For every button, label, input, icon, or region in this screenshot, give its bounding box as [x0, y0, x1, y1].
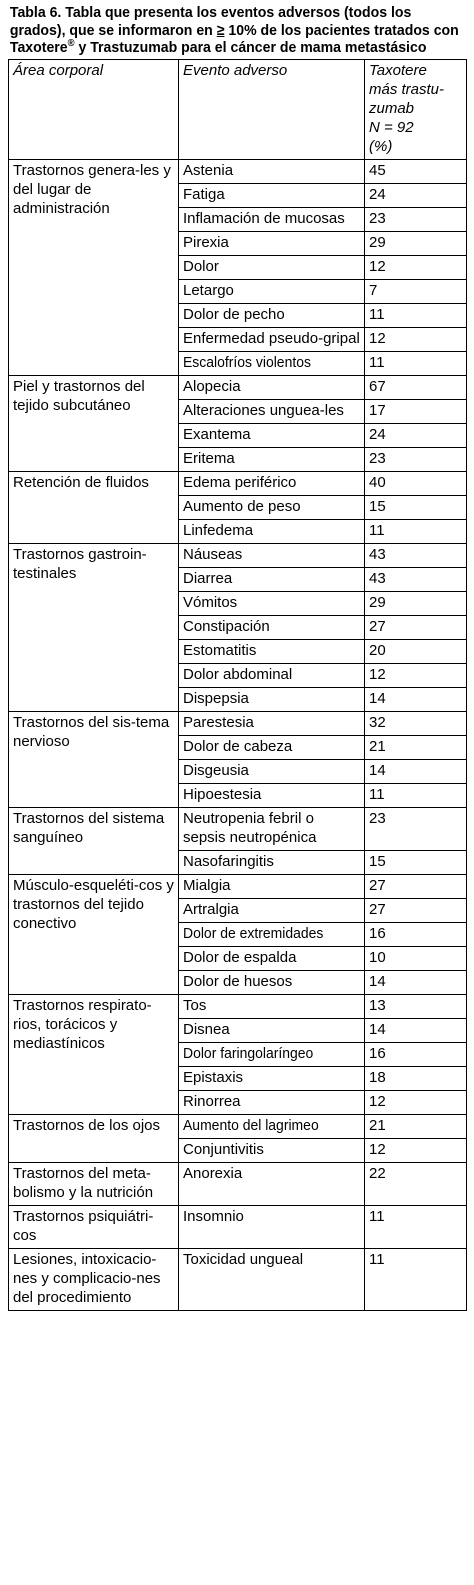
- title-text-1: Tabla 6. Tabla que presenta los eventos adversos (todos los grados), que se informaron en: [9, 4, 412, 39]
- event-cell: Astenia: [179, 159, 365, 183]
- table-row: [9, 874, 467, 898]
- percent-cell: 21: [365, 735, 467, 759]
- percent-cell: 17: [365, 399, 467, 423]
- event-cell: Hipoestesia: [179, 783, 365, 807]
- percent-cell: 16: [365, 922, 467, 946]
- event-cell: Diarrea: [179, 567, 365, 591]
- percent-cell: 32: [365, 711, 467, 735]
- area-cell: Trastornos del meta-bolismo y la nutrición: [9, 1162, 179, 1205]
- percent-cell: 40: [365, 471, 467, 495]
- table-row: [9, 711, 467, 735]
- percent-cell: 11: [365, 1205, 467, 1248]
- event-cell: Tos: [179, 994, 365, 1018]
- percent-cell: 14: [365, 759, 467, 783]
- event-cell: Toxicidad ungueal: [179, 1248, 365, 1310]
- event-cell: Dolor de pecho: [179, 303, 365, 327]
- title-geq-symbol: ≥: [216, 21, 225, 39]
- percent-cell: 43: [365, 543, 467, 567]
- event-cell: Edema periférico: [179, 471, 365, 495]
- percent-cell: 24: [365, 423, 467, 447]
- event-cell: Constipación: [179, 615, 365, 639]
- percent-cell: 43: [365, 567, 467, 591]
- event-cell: Alteraciones unguea-les: [179, 399, 365, 423]
- area-cell: Trastornos respirato-rios, torácicos y mediastínicos: [9, 994, 179, 1114]
- percent-cell: 15: [365, 850, 467, 874]
- event-cell: Insomnio: [179, 1205, 365, 1248]
- event-cell: Disgeusia: [179, 759, 365, 783]
- percent-cell: 20: [365, 639, 467, 663]
- percent-cell: 11: [365, 783, 467, 807]
- event-cell: Pirexia: [179, 231, 365, 255]
- event-cell: Epistaxis: [179, 1066, 365, 1090]
- document: [8, 4, 468, 1311]
- event-cell: Dolor: [179, 255, 365, 279]
- table-row: [9, 159, 467, 183]
- event-cell: Dolor de espalda: [179, 946, 365, 970]
- table-row: [9, 471, 467, 495]
- percent-cell: 21: [365, 1114, 467, 1138]
- percent-cell: 12: [365, 255, 467, 279]
- area-cell: Trastornos del sis-tema nervioso: [9, 711, 179, 807]
- table-row: [9, 543, 467, 567]
- area-cell: Trastornos genera-les y del lugar de administración: [9, 159, 179, 375]
- percent-cell: 12: [365, 1090, 467, 1114]
- percent-cell: 10: [365, 946, 467, 970]
- event-cell: Estomatitis: [179, 639, 365, 663]
- percent-cell: 14: [365, 970, 467, 994]
- event-cell: [179, 1042, 365, 1066]
- percent-cell: 11: [365, 351, 467, 375]
- event-cell: Mialgia: [179, 874, 365, 898]
- table-row: [9, 1162, 467, 1205]
- event-cell: Dolor abdominal: [179, 663, 365, 687]
- percent-cell: 29: [365, 591, 467, 615]
- event-cell: Linfedema: [179, 519, 365, 543]
- percent-cell: 11: [365, 1248, 467, 1310]
- area-cell: Trastornos psiquiátri-cos: [9, 1205, 179, 1248]
- percent-cell: 12: [365, 663, 467, 687]
- event-cell: Fatiga: [179, 183, 365, 207]
- percent-cell: 13: [365, 994, 467, 1018]
- event-label: Escalofríos violentos: [183, 353, 311, 371]
- event-cell: Letargo: [179, 279, 365, 303]
- event-cell: Parestesia: [179, 711, 365, 735]
- title-registered-mark: ®: [67, 38, 75, 49]
- area-cell: Trastornos de los ojos: [9, 1114, 179, 1162]
- percent-cell: 24: [365, 183, 467, 207]
- percent-cell: 14: [365, 687, 467, 711]
- percent-cell: 11: [365, 303, 467, 327]
- area-cell: Trastornos del sistema sanguíneo: [9, 807, 179, 874]
- percent-cell: 27: [365, 898, 467, 922]
- table-title: [8, 4, 469, 57]
- event-cell: Alopecia: [179, 375, 365, 399]
- event-cell: Dispepsia: [179, 687, 365, 711]
- table-row: [9, 1114, 467, 1138]
- percent-cell: 22: [365, 1162, 467, 1205]
- event-cell: Dolor de cabeza: [179, 735, 365, 759]
- percent-cell: 12: [365, 1138, 467, 1162]
- event-cell: [179, 351, 365, 375]
- event-cell: Disnea: [179, 1018, 365, 1042]
- area-cell: Piel y trastornos del tejido subcutáneo: [9, 375, 179, 471]
- title-text-2: 10% de los pacientes tratados con Taxotere: [9, 21, 459, 56]
- area-cell: Músculo-esqueléti-cos y trastornos del tejido conectivo: [9, 874, 179, 994]
- percent-cell: 67: [365, 375, 467, 399]
- adverse-events-table: [8, 59, 467, 1311]
- percent-cell: 12: [365, 327, 467, 351]
- title-text-3: y Trastuzumab para el cáncer de mama metastásico: [74, 39, 427, 56]
- event-cell: Enfermedad pseudo-gripal: [179, 327, 365, 351]
- percent-cell: 23: [365, 807, 467, 850]
- event-cell: [179, 922, 365, 946]
- percent-cell: 27: [365, 874, 467, 898]
- event-cell: Anorexia: [179, 1162, 365, 1205]
- header-taxotere: Taxotere más trastu- zumab N = 92 (%): [365, 59, 467, 159]
- event-cell: Aumento de peso: [179, 495, 365, 519]
- percent-cell: 27: [365, 615, 467, 639]
- event-cell: Vómitos: [179, 591, 365, 615]
- event-cell: [179, 1114, 365, 1138]
- percent-cell: 15: [365, 495, 467, 519]
- event-label: Dolor faringolaríngeo: [183, 1044, 314, 1062]
- event-cell: Dolor de huesos: [179, 970, 365, 994]
- area-cell: Retención de fluidos: [9, 471, 179, 543]
- percent-cell: 23: [365, 207, 467, 231]
- header-area: Área corporal: [9, 59, 179, 159]
- event-cell: Artralgia: [179, 898, 365, 922]
- percent-cell: 11: [365, 519, 467, 543]
- percent-cell: 16: [365, 1042, 467, 1066]
- table-row: [9, 994, 467, 1018]
- event-cell: Exantema: [179, 423, 365, 447]
- event-cell: Inflamación de mucosas: [179, 207, 365, 231]
- event-cell: Rinorrea: [179, 1090, 365, 1114]
- percent-cell: 18: [365, 1066, 467, 1090]
- event-label: Dolor de extremidades: [183, 924, 324, 942]
- header-event: Evento adverso: [179, 59, 365, 159]
- event-cell: Neutropenia febril o sepsis neutropénica: [179, 807, 365, 850]
- table-row: [9, 375, 467, 399]
- table-header-row: [9, 59, 467, 159]
- table-row: [9, 807, 467, 850]
- table-row: [9, 1205, 467, 1248]
- area-cell: Trastornos gastroin-testinales: [9, 543, 179, 711]
- event-cell: Nasofaringitis: [179, 850, 365, 874]
- event-label: Aumento del lagrimeo: [183, 1116, 319, 1134]
- event-cell: Náuseas: [179, 543, 365, 567]
- area-cell: Lesiones, intoxicacio-nes y complicacio-nes del procedimiento: [9, 1248, 179, 1310]
- percent-cell: 14: [365, 1018, 467, 1042]
- event-cell: Eritema: [179, 447, 365, 471]
- table-body: [9, 159, 467, 1310]
- percent-cell: 23: [365, 447, 467, 471]
- percent-cell: 29: [365, 231, 467, 255]
- percent-cell: 7: [365, 279, 467, 303]
- table-row: [9, 1248, 467, 1310]
- percent-cell: 45: [365, 159, 467, 183]
- event-cell: Conjuntivitis: [179, 1138, 365, 1162]
